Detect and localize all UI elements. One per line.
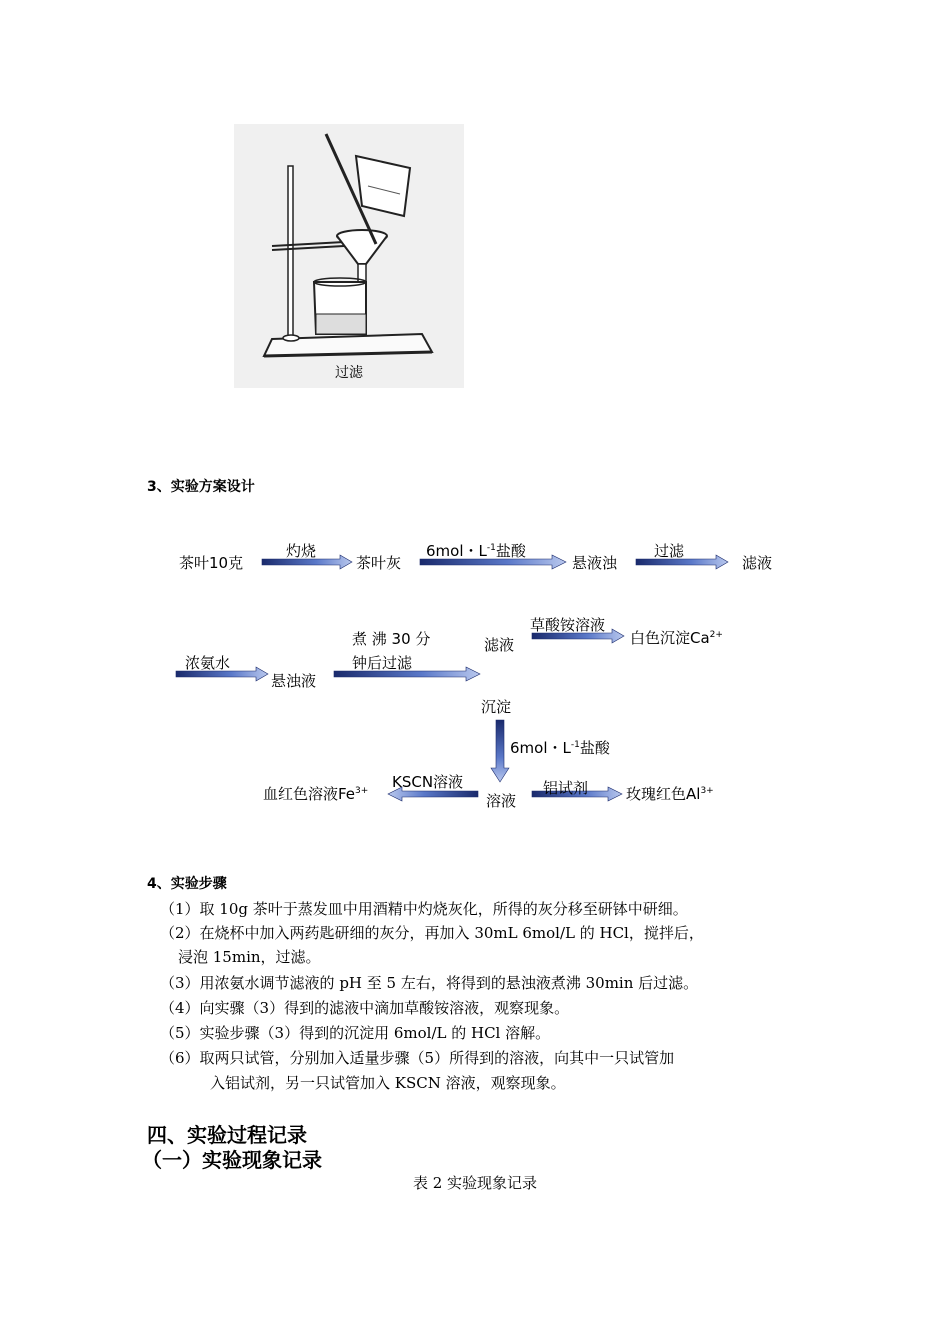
step-4: （4）向实骤（3）得到的滤液中滴加草酸铵溶液，观察现象。 — [160, 999, 570, 1017]
flow-filter-1: 过滤 — [654, 542, 685, 560]
table-caption: 表 2 实验现象记录 — [412, 1174, 538, 1192]
flow-hcl-1: 6mol・$L^{-1}$盐酸 — [426, 542, 526, 560]
step-6-cont: 入铝试剂，另一只试管加入 KSCN 溶液，观察现象。 — [210, 1074, 566, 1092]
flow-hcl-2: 6mol・$L^{-1}$盐酸 — [510, 739, 610, 757]
figure-caption: 过滤 — [335, 365, 363, 381]
flow-boil-line-1: 煮 沸 30 分 — [352, 630, 431, 648]
step-2-cont: 浸泡 15min，过滤。 — [178, 948, 321, 966]
step-6: （6）取两只试管，分别加入适量步骤（5）所得到的溶液，向其中一只试管加 — [160, 1049, 675, 1067]
arrow-hcl-2 — [491, 720, 509, 782]
section-3-title: 3、实验方案设计 — [147, 479, 255, 495]
flow-precipitate: 沉淀 — [481, 698, 512, 716]
flow-suspension-1: 悬液浊 — [572, 554, 618, 572]
flow-boil-line-2: 钟后过滤 — [352, 654, 413, 672]
flow-kscn: KSCN溶液 — [392, 773, 464, 791]
flow-filtrate-1: 滤液 — [742, 554, 773, 572]
flow-filtrate-2: 滤液 — [484, 636, 515, 654]
step-5: （5）实验步骤（3）得到的沉淀用 6mol/L 的 HCl 溶解。 — [160, 1024, 551, 1042]
flow-burn: 灼烧 — [286, 542, 317, 560]
step-1: （1）取 10g 茶叶于蒸发皿中用酒精中灼烧灰化，所得的灰分移至研钵中研细。 — [160, 900, 688, 918]
section-four-title: 四、实验过程记录 — [147, 1123, 307, 1147]
flow-white-ppt: 白色沉淀$Ca^{2+}$ — [630, 629, 723, 647]
flow-ammonia: 浓氨水 — [185, 654, 231, 672]
flow-rose-red: 玫瑰红色$Al^{3+}$ — [626, 785, 714, 803]
flow-tea: 茶叶10克 — [179, 554, 244, 572]
flow-solution: 溶液 — [486, 792, 517, 810]
step-3: （3）用浓氨水调节滤液的 pH 至 5 左右，将得到的悬浊液煮沸 30min 后过滤。 — [160, 974, 699, 992]
flow-ash: 茶叶灰 — [356, 554, 402, 572]
section-4-title: 4、实验步骤 — [147, 876, 227, 892]
step-2: （2）在烧杯中加入两药匙研细的灰分，再加入 30mL 6mol/L 的 HCl，搅拌后， — [160, 924, 704, 942]
flow-suspension-2: 悬浊液 — [271, 672, 317, 690]
flow-blood-red: 血红色溶液$Fe^{3+}$ — [263, 785, 369, 803]
section-four-subtitle: （一）实验现象记录 — [142, 1148, 322, 1172]
flow-oxalate: 草酸铵溶液 — [530, 616, 606, 634]
flow-al-reagent: 铝试剂 — [543, 779, 589, 797]
